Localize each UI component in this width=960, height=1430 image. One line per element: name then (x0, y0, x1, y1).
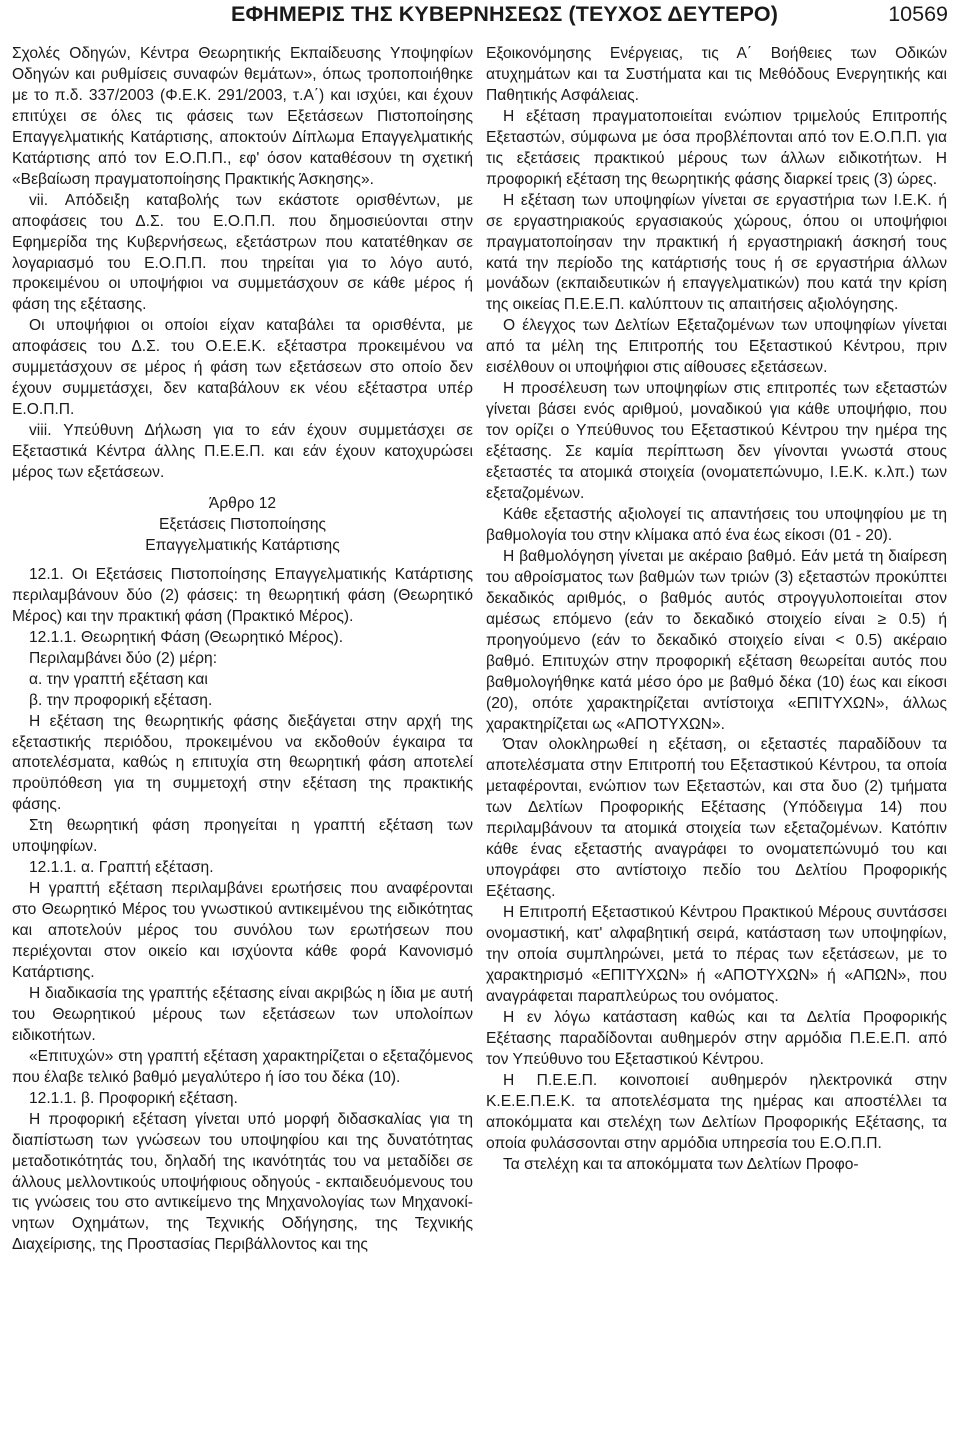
paragraph: β. την προφορική εξέταση. (29, 691, 213, 709)
paragraph: Κάθε εξεταστής αξιολογεί τις απαντήσεις του υποψηφίου με τη βαθμολογία του στην κλίμακα από ένα έως είκοσι (01 - 20). (486, 505, 947, 544)
article-heading: Άρθρο 12 (208, 495, 277, 513)
paragraph: Η εν λόγω κατάσταση καθώς και τα Δελτία Προφορικής Εξέτασης παραδίδονται αυθημερόν στην αρμόδια Π.Ε.Ε.Π. από τον Υπεύθυνο του Εξεταστικού Κέντρου. (486, 1008, 947, 1068)
article-subheading: Εξετάσεις Πιστοποίησης (158, 515, 327, 533)
paragraph: «Επιτυχών» στη γραπτή εξέταση χαρακτηρίζεται ο εξεταζόμενος που έλαβε τελικό βαθμό μεγαλύτερο ή ίσο του δέκα (10). (12, 1047, 473, 1086)
right-column (486, 44, 947, 1428)
paragraph: Η προσέλευση των υποψηφίων στις επιτροπές των εξεταστών γίνεται βάσει ενός αριθμού, μοναδικού για κάθε υποψήφιο, που τον ορίζει ο Υπεύθυνος του Εξεταστικού Κέντρου την ημέρα της εξέτασης. Σε καμία περίπτωση δεν γίνονται γνωστά στους εξεταστές τα ατομικά στοιχεία (ονοματεπώνυμο, Ι.Ε.Κ. κ.λπ.) των εξεταζομένων. (486, 380, 947, 503)
paragraph: Στη θεωρητική φάση προηγείται η γραπτή εξέταση των υποψηφίων. (12, 817, 473, 856)
paragraph: Η προφορική εξέταση γίνεται υπό μορφή διδασκαλίας για τη διαπίστωση των γνώσεων του υποψηφίου και της δυνατότητας μεταδοτικότητάς του, δηλαδή της ικανότητάς του να μεταδίδει σε άλλους μελλοντικούς υποψήφιους οδηγούς - εκπαιδευόμενους του τις γνώσεις του στο αντικείμενο της Μηχανολογίας των Μηχανοκίνητων Οχημάτων, της Τεχνικής Οδήγησης, της Τεχνικής Διαχείρισης, της Προστασίας Περιβάλλοντος και της (12, 1110, 473, 1254)
article-subheading: Επαγγελματικής Κατάρτισης (145, 536, 340, 554)
gazette-title: ΕΦΗΜΕΡΙΣ ΤΗΣ ΚΥΒΕΡΝΗΣΕΩΣ (ΤΕΥΧΟΣ ΔΕΥΤΕΡΟ) (231, 2, 779, 26)
paragraph: Οι υποψήφιοι οι οποίοι είχαν καταβάλει τα ορισθέντα, με αποφάσεις του Δ.Σ. του Ο.Ε.Ε.Κ. εξέταστρα προκειμένου να συμμετάσχουν σε μέρος ή φάση των εξετάσεων στο οποίο δεν έχουν συμμετάσχει, δεν καταβάλουν εκ νέου εξέταστρα υπέρ Ε.Ο.Π.Π. (12, 317, 473, 419)
left-column (12, 44, 473, 1428)
paragraph: Η εξέταση πραγματοποιείται ενώπιον τριμελούς Επιτροπής Εξεταστών, σύμφωνα με όσα προβλέπονται από τον Ε.Ο.Π.Π. για τις εξετάσεις πρακτικού μέρους των άλλων ειδικοτήτων. Η προφορική εξέταση της θεωρητικής φάσης διαρκεί τρεις (3) ώρες. (486, 107, 947, 188)
paragraph: Η εξέταση της θεωρητικής φάσης διεξάγεται στην αρχή της εξεταστικής περιόδου, προκειμένου να εκδοθούν έγκαιρα τα αποτελέσματα, καθώς η επιτυχία στη θεωρητική φάση αποτελεί προϋπόθεση για τη συμμετοχή στην εξέταση της πρακτικής φάσης. (12, 712, 473, 814)
paragraph: vii. Απόδειξη καταβολής των εκάστοτε ορισθέντων, με αποφάσεις του Δ.Σ. του Ε.Ο.Π.Π. που δημοσιεύονται στην Εφημερίδα της Κυβερνήσεως, εξετάστρων που κατατέθηκαν σε λογαριασμό του Ε.Ο.Π.Π. που τηρείται για το λόγο αυτό, προκειμένου οι υποψήφιοι να συμμετάσχουν σε κάθε μέρος ή φάση της εξέτασης. (12, 191, 473, 314)
paragraph: Η Π.Ε.Ε.Π. κοινοποιεί αυθημερόν ηλεκτρονικά στην Κ.Ε.Ε.Π.Ε.Κ. τα αποτελέσματα της ημέρας και αποστέλλει τα αποκόμματα και στελέχη των Δελτίων Προφορικής Εξέτασης, τα οποία φυλάσσονται στην αρμόδια υπηρεσία του Ε.Ο.Π.Π. (486, 1071, 947, 1152)
paragraph: 12.1.1. β. Προφορική εξέταση. (29, 1089, 238, 1107)
paragraph: Περιλαμβάνει δύο (2) μέρη: (29, 649, 218, 667)
paragraph: 12.1.1. α. Γραπτή εξέταση. (29, 859, 214, 877)
paragraph: Η διαδικασία της γραπτής εξέτασης είναι ακριβώς η ίδια με αυτή του Θεωρητικού μέρους των εξετάσεων των υπολοίπων ειδικοτήτων. (12, 984, 473, 1044)
paragraph: Σχολές Οδηγών, Κέντρα Θεωρητικής Εκπαίδευσης Υποψηφίων Οδηγών και ρυθμίσεις συναφών θεμάτων», όπως τροποποιήθηκε με το π.δ. 337/2003 (Φ.Ε.Κ. 291/2003, τ.Α΄) και ισχύει, και έχουν επιτύχει σε όλες τις φάσεις των Εξετάσεων Πιστοποίησης Επαγγελματικής Κατάρτισης, αποκτούν Δίπλωμα Επαγγελματικής Κατάρτισης από τον Ε.Ο.Π.Π., εφ' όσον καταθέσουν τη σχετική «Βεβαίωση πραγματοποίησης Πρακτικής Άσκησης». (12, 45, 473, 188)
page-header (0, 0, 960, 40)
paragraph: Όταν ολοκληρωθεί η εξέταση, οι εξεταστές παραδίδουν τα αποτελέσματα στην Επιτροπή του Εξεταστικού Κέντρου, τα οποία μεταφέρονται, ενώπιον των Εξεταστών, και στα δυο (2) τμήματα των Δελτίων Προφορικής Εξέτασης (Υπόδειγμα 14) που περιλαμβάνουν τα ατομικά στοιχεία των εξεταζομένων. Κατόπιν κάθε ένας εξεταστής αναγράφει το ονοματεπώνυμό του και υπογράφει στο αντίστοιχο πεδίο του Δελτίου Προφορικής Εξέτασης. (486, 736, 947, 901)
page-number: 10569 (888, 2, 948, 26)
paragraph: Τα στελέχη και τα αποκόμματα των Δελτίων Προφο- (503, 1155, 859, 1173)
paragraph: Εξοικονόμησης Ενέργειας, τις Α΄ Βοήθειες των Οδικών ατυχημάτων και τα Συστήματα και τις Μεθόδους Ενεργητικής και Παθητικής Ασφάλειας. (486, 45, 947, 104)
paragraph: viii. Υπεύθυνη Δήλωση για το εάν έχουν συμμετάσχει σε Εξεταστικά Κέντρα άλλης Π.Ε.Ε.Π. και εάν έχουν κατοχυρώσει μέρος των εξετάσεων. (12, 422, 473, 482)
paragraph: Η Επιτροπή Εξεταστικού Κέντρου Πρακτικού Μέρους συντάσσει ονομαστική, κατ' αλφαβητική σειρά, κατάσταση των υποψηφίων, την οποία συμπληρώνει, μετά το πέρας των εξετάσεων, με το χαρακτηρισμό «ΕΠΙΤΥΧΩΝ» ή «ΑΠΟΤΥΧΩΝ» ή «ΑΠΩΝ», που αναγράφεται παραπλεύρως του ονόματος. (486, 904, 947, 1005)
paragraph: Ο έλεγχος των Δελτίων Εξεταζομένων των υποψηφίων γίνεται από τα μέλη της Επιτροπής του Εξεταστικού Κέντρου, πριν εισέλθουν οι υποψήφιοι στις αίθουσες εξετάσεων. (486, 317, 947, 377)
paragraph: α. την γραπτή εξέταση και (29, 670, 208, 688)
paragraph: 12.1. Οι Εξετάσεις Πιστοποίησης Επαγγελματικής Κατάρτισης περιλαμβάνουν δύο (2) φάσεις: τη θεωρητική φάση (Θεωρητικό Μέρος) και την πρακτική φάση (Πρακτικό Μέρος). (12, 565, 473, 625)
paragraph: Η γραπτή εξέταση περιλαμβάνει ερωτήσεις που αναφέρονται στο Θεωρητικό Μέρος του γνωστικού αντικειμένου της ειδικότητας και αποτελούν μέρος του συνόλου των ερωτήσεων που περιέχονται στον οικείο και ισχύοντα κάθε φορά Κανονισμό Κατάρτισης. (12, 880, 473, 981)
paragraph: Η βαθμολόγηση γίνεται με ακέραιο βαθμό. Εάν μετά τη διαίρεση του αθροίσματος των βαθμών των τριών (3) εξεταστών προκύπτει δεκαδικός αριθμός, ο βαθμός αυτός στρογγυλοποιείται στον αμέσως επόμενο (εάν το δεκαδικό στοιχείο είναι ≥ 0.5) ή προηγούμενο (εάν το δεκαδικό στοιχείο είναι < 0.5) ακέραιο βαθμό. Επιτυχών στην προφορική εξέταση θεωρείται αυτός που βαθμολογήθηκε κατά μέσο όρο με βαθμό δέκα (10) έως και είκοσι (20), οπότε χαρακτηρίζεται αντίστοιχα «ΕΠΙΤΥΧΩΝ», άλλως χαρακτηρίζεται ως «ΑΠΟΤΥΧΩΝ». (486, 547, 947, 733)
paragraph: Η εξέταση των υποψηφίων γίνεται σε εργαστήρια των Ι.Ε.Κ. ή σε εργαστηριακούς εργασιακούς χώρους, όπου οι υποψήφιοι πραγματοποίησαν την πρακτική ή εργαστηριακή άσκησή τους κατά την περίοδο της κατάρτισής τους ή σε εργαστήρια άλλων μονάδων (εκπαιδευτικών ή επαγγελματικών) που κατά την κρίση της οικείας Π.Ε.Ε.Π. καλύπτουν τις απαιτήσεις αξιολόγησης. (486, 191, 947, 314)
paragraph: 12.1.1. Θεωρητική Φάση (Θεωρητικό Μέρος). (29, 628, 344, 646)
